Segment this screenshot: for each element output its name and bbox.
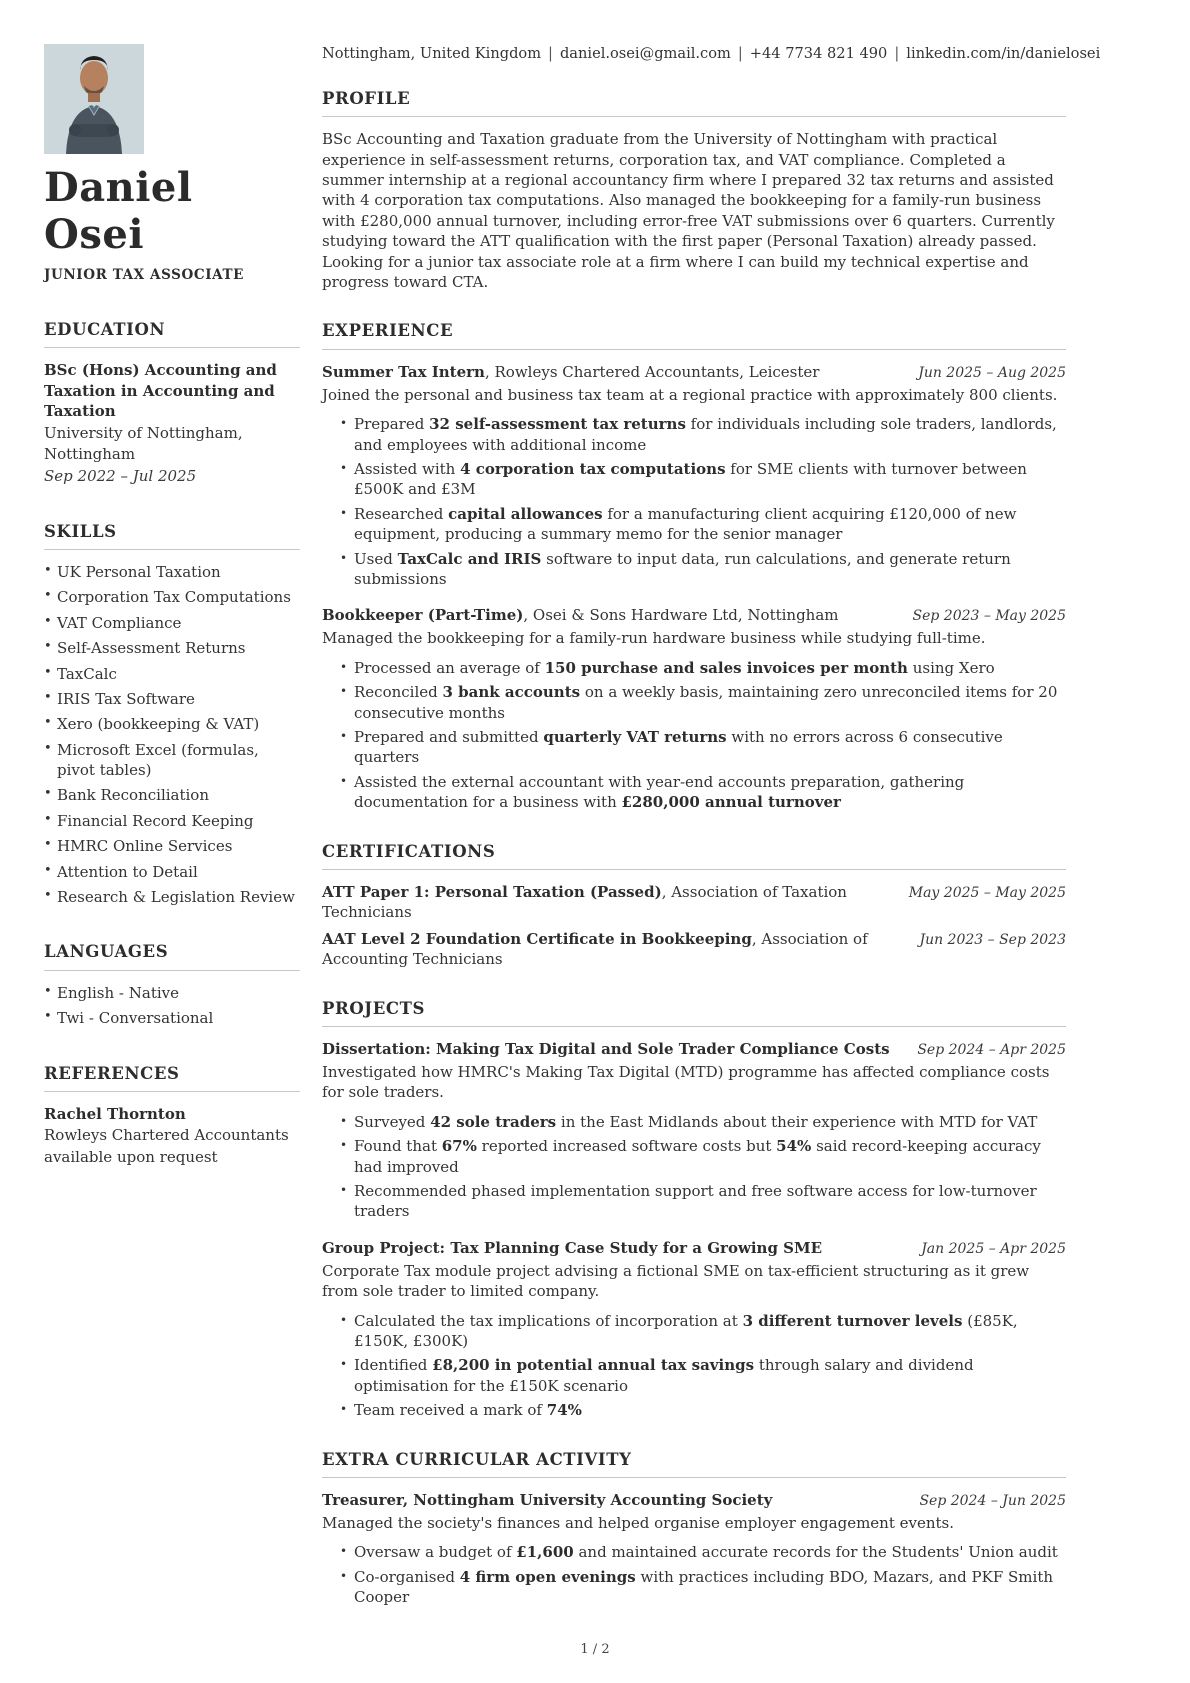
- education-dates: Sep 2022 – Jul 2025: [44, 467, 197, 486]
- education-heading: EDUCATION: [44, 319, 300, 348]
- education-school: University of Nottingham, Nottingham: [44, 424, 243, 463]
- entry-title: Treasurer, Nottingham University Accounting Society: [322, 1490, 773, 1509]
- bullet-item: • Identified £8,200 in potential annual tax savings through salary and dividend optimisation for the £150K scenario: [340, 1355, 1066, 1396]
- entry-dates: May 2025 – May 2025: [908, 884, 1066, 901]
- profile-photo: [44, 44, 144, 154]
- skill-item: • Xero (bookkeeping & VAT): [44, 714, 300, 734]
- project-entry: [322, 1238, 1066, 1421]
- candidate-name: Daniel Osei: [44, 164, 193, 259]
- entry-title: ATT Paper 1: Personal Taxation (Passed), Association of Taxation Technicians: [322, 882, 847, 922]
- entry-dates: Jan 2025 – Apr 2025: [921, 1240, 1066, 1257]
- projects-section: [322, 998, 1066, 1421]
- certification-entry: [322, 929, 1066, 970]
- skills-list: [44, 562, 300, 907]
- entry-summary: Investigated how HMRC's Making Tax Digital (MTD) programme has affected compliance costs for sole traders.: [322, 1063, 1050, 1102]
- references-section: [44, 1063, 300, 1168]
- entry-head: [322, 1490, 1066, 1511]
- entry-dates: Jun 2023 – Sep 2023: [919, 931, 1066, 948]
- entry-head: [322, 1039, 1066, 1060]
- entry-title: Summer Tax Intern, Rowleys Chartered Accountants, Leicester: [322, 362, 820, 381]
- contact-phone[interactable]: +44 7734 821 490: [749, 45, 888, 62]
- entry-dates: Sep 2023 – May 2025: [912, 608, 1066, 625]
- bullet-list: [340, 1112, 1066, 1222]
- skill-item: • Self-Assessment Returns: [44, 638, 300, 658]
- entry-head: [322, 1238, 1066, 1259]
- contact-separator: |: [548, 45, 553, 62]
- bullet-item: • Surveyed 42 sole traders in the East Midlands about their experience with MTD for VAT: [340, 1112, 1066, 1132]
- language-item: • Twi - Conversational: [44, 1008, 300, 1028]
- education-section: [44, 319, 300, 487]
- entry-summary: Managed the society's finances and helped organise employer engagement events.: [322, 1513, 955, 1532]
- reference-note: available upon request: [44, 1147, 218, 1166]
- skill-item: • VAT Compliance: [44, 613, 300, 633]
- entry-title: Group Project: Tax Planning Case Study for a Growing SME: [322, 1238, 823, 1257]
- bullet-item: • Processed an average of 150 purchase and sales invoices per month using Xero: [340, 658, 1066, 678]
- extra-curricular-heading: EXTRA CURRICULAR ACTIVITY: [322, 1449, 1066, 1478]
- education-degree: BSc (Hons) Accounting and Taxation in Accounting and Taxation: [44, 361, 277, 420]
- entry-summary: Corporate Tax module project advising a fictional SME on tax-efficient structuring as it grew from sole trader to limited company.: [322, 1261, 1030, 1301]
- bullet-item: • Prepared 32 self-assessment tax returns for individuals including sole traders, landlords, and employees with additional income: [340, 414, 1066, 455]
- candidate-title: JUNIOR TAX ASSOCIATE: [44, 267, 245, 284]
- bullet-item: • Prepared and submitted quarterly VAT returns with no errors across 6 consecutive quarters: [340, 727, 1066, 768]
- bullet-item: • Co-organised 4 firm open evenings with practices including BDO, Mazars, and PKF Smith Cooper: [340, 1567, 1066, 1608]
- certifications-section: [322, 841, 1066, 970]
- profile-heading: PROFILE: [322, 88, 1066, 117]
- skill-item: • TaxCalc: [44, 664, 300, 684]
- language-item: • English - Native: [44, 983, 300, 1003]
- bullet-item: • Found that 67% reported increased software costs but 54% said record-keeping accuracy had improved: [340, 1136, 1066, 1177]
- bullet-item: • Calculated the tax implications of incorporation at 3 different turnover levels (£85K, £150K, £300K): [340, 1311, 1066, 1352]
- extra-curricular-section: [322, 1449, 1066, 1608]
- skills-section: [44, 521, 300, 908]
- contact-location: Nottingham, United Kingdom: [322, 45, 542, 62]
- bullet-item: • Reconciled 3 bank accounts on a weekly basis, maintaining zero unreconciled items for 20 consecutive months: [340, 682, 1066, 723]
- bullet-list: [340, 1311, 1066, 1421]
- entry-title: Bookkeeper (Part-Time), Osei & Sons Hardware Ltd, Nottingham: [322, 606, 839, 625]
- contact-separator: |: [737, 45, 743, 62]
- contact-bar: [322, 44, 1101, 64]
- bullet-list: [340, 1542, 1066, 1607]
- entry-title: AAT Level 2 Foundation Certificate in Bookkeeping, Association of Accounting Technicians: [322, 929, 868, 969]
- sidebar: [44, 44, 300, 1636]
- references-heading: REFERENCES: [44, 1063, 300, 1092]
- profile-section: [322, 88, 1066, 293]
- skills-heading: SKILLS: [44, 521, 300, 550]
- entry-head: [322, 362, 1066, 383]
- bullet-item: • Oversaw a budget of £1,600 and maintained accurate records for the Students' Union audit: [340, 1542, 1066, 1562]
- skill-item: • Attention to Detail: [44, 862, 300, 882]
- bullet-item: • Researched capital allowances for a manufacturing client acquiring £120,000 of new equipment, producing a summary memo for the senior manager: [340, 504, 1066, 545]
- main-column: [322, 44, 1101, 1636]
- reference-org: Rowleys Chartered Accountants: [44, 1126, 289, 1145]
- entry-head: [322, 929, 1066, 970]
- skill-item: • HMRC Online Services: [44, 836, 300, 856]
- skill-item: • Corporation Tax Computations: [44, 587, 300, 607]
- bullet-item: • Assisted with 4 corporation tax computations for SME clients with turnover between £500K and £3M: [340, 459, 1066, 500]
- entry-dates: Jun 2025 – Aug 2025: [918, 364, 1066, 381]
- entry-summary: Joined the personal and business tax team at a regional practice with approximately 800 clients.: [322, 385, 1058, 404]
- entry-dates: Sep 2024 – Apr 2025: [917, 1041, 1066, 1058]
- reference-name: Rachel Thornton: [44, 1105, 186, 1124]
- bullet-item: • Team received a mark of 74%: [340, 1400, 1066, 1420]
- skill-item: • Bank Reconciliation: [44, 785, 300, 805]
- experience-entry: [322, 605, 1066, 812]
- entry-head: [322, 605, 1066, 626]
- contact-separator: |: [894, 45, 900, 62]
- profile-photo-illustration: [44, 44, 144, 154]
- bullet-item: • Recommended phased implementation support and free software access for low-turnover traders: [340, 1181, 1066, 1222]
- entry-summary: Managed the bookkeeping for a family-run hardware business while studying full-time.: [322, 629, 986, 648]
- bullet-item: • Used TaxCalc and IRIS software to input data, run calculations, and generate return submissions: [340, 549, 1066, 590]
- experience-section: [322, 320, 1066, 812]
- languages-heading: LANGUAGES: [44, 941, 300, 970]
- languages-section: [44, 941, 300, 1028]
- page-number: 1 / 2: [580, 1642, 610, 1658]
- experience-heading: EXPERIENCE: [322, 320, 1066, 349]
- languages-list: [44, 983, 300, 1029]
- skill-item: • UK Personal Taxation: [44, 562, 300, 582]
- entry-head: [322, 882, 1066, 923]
- contact-linkedin[interactable]: linkedin.com/in/danielosei: [906, 45, 1101, 62]
- experience-entry: [322, 362, 1066, 590]
- skill-item: • IRIS Tax Software: [44, 689, 300, 709]
- certifications-heading: CERTIFICATIONS: [322, 841, 1066, 870]
- certification-entry: [322, 882, 1066, 923]
- entry-title: Dissertation: Making Tax Digital and Sole Trader Compliance Costs: [322, 1039, 890, 1058]
- projects-heading: PROJECTS: [322, 998, 1066, 1027]
- bullet-list: [340, 414, 1066, 589]
- entry-dates: Sep 2024 – Jun 2025: [919, 1492, 1066, 1509]
- bullet-item: • Assisted the external accountant with year-end accounts preparation, gathering documentation for a business with £280,000 annual turnover: [340, 772, 1066, 813]
- project-entry: [322, 1039, 1066, 1222]
- profile-text: BSc Accounting and Taxation graduate from the University of Nottingham with practical experience in self-assessment returns, corporation tax, and VAT compliance. Completed a summer internship at a regional accountancy firm where I prepared 32 tax returns and assisted with 4 corporation tax computations. Also managed the bookkeeping for a family-run business with £280,000 annual turnover, including error-free VAT submissions over 6 quarters. Currently studying toward the ATT qualification with the first paper (Personal Taxation) already passed. Looking for a junior tax associate role at a firm where I can build my technical expertise and progress toward CTA.: [322, 130, 1055, 292]
- skill-item: • Research & Legislation Review: [44, 887, 300, 907]
- skill-item: • Financial Record Keeping: [44, 811, 300, 831]
- extra-curricular-entry: [322, 1490, 1066, 1608]
- skill-item: • Microsoft Excel (formulas, pivot tables): [44, 740, 300, 781]
- bullet-list: [340, 658, 1066, 813]
- contact-email[interactable]: daniel.osei@gmail.com: [559, 45, 731, 62]
